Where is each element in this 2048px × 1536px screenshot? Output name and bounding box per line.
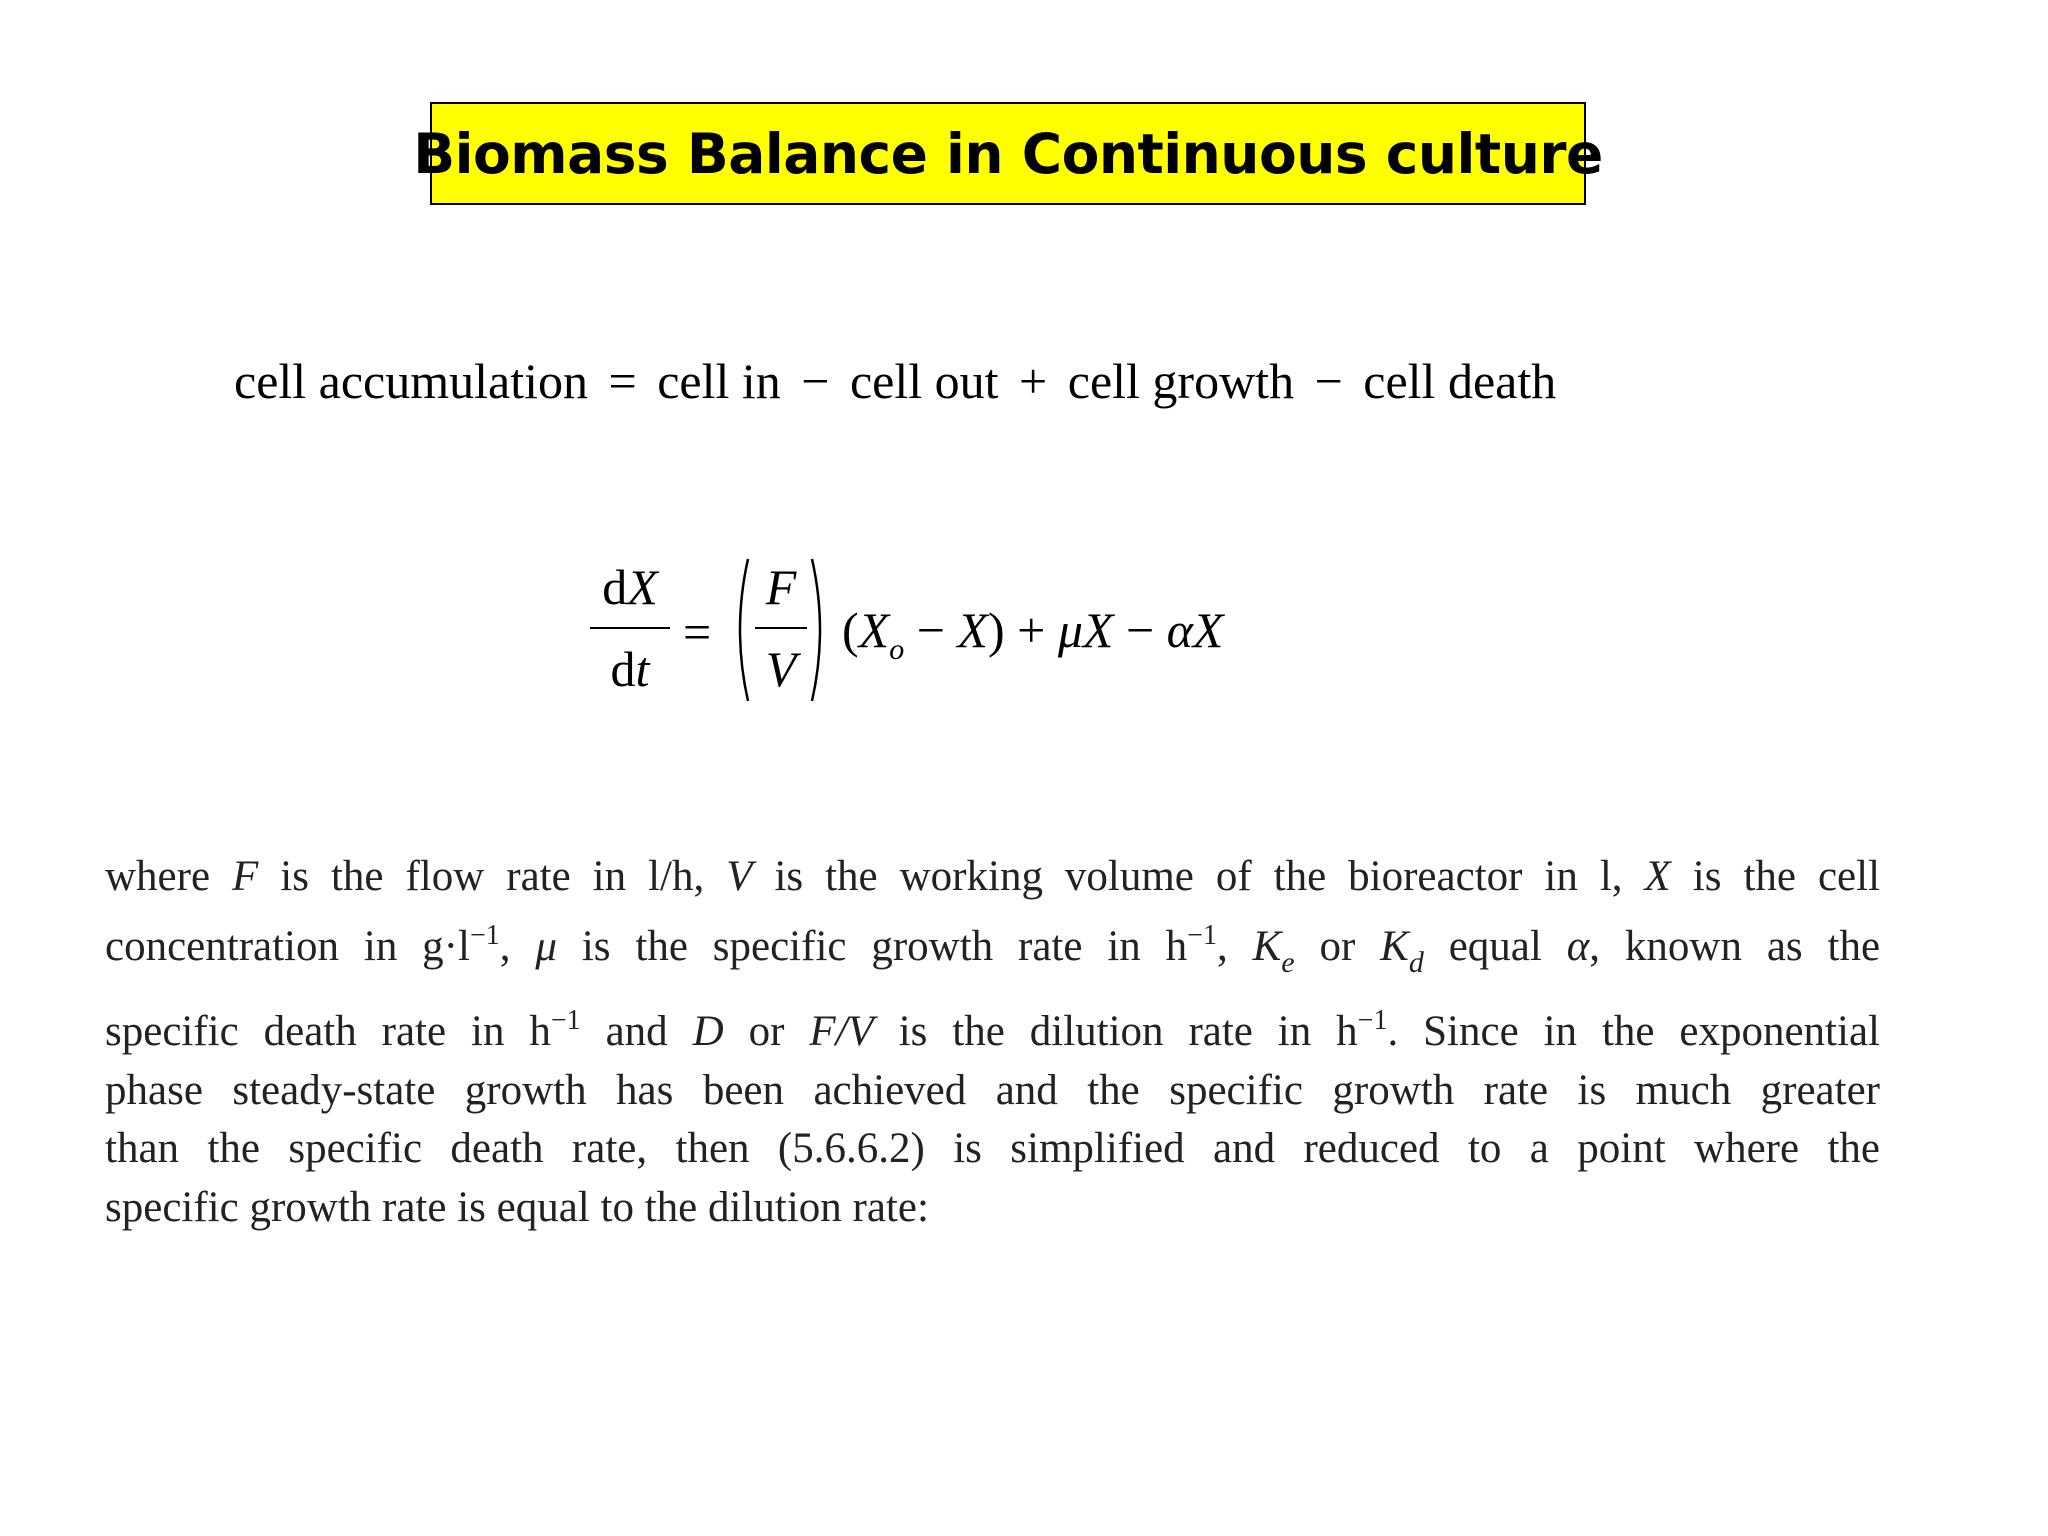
volume-symbol: V [765,641,797,697]
equals-sign: = [683,604,712,660]
explanation-paragraph [105,848,1880,1237]
biomass-balance-equation [590,555,1310,710]
fraction-denominator: dt [610,641,650,697]
fraction-numerator: dX [602,559,658,615]
word-equation [234,352,1556,410]
term-cell-death: cell death [1363,353,1557,409]
minus-sign: − [1314,353,1343,409]
fraction-bar [590,627,670,629]
term-cell-in: cell in [657,353,781,409]
fraction-bar [755,627,807,629]
equals-sign: = [608,353,637,409]
dilution-fraction [755,555,807,701]
left-bracket [728,555,752,705]
paragraph-line: where F is the flow rate in l/h, V is the working volume of the bioreactor in l, X is the cell [105,853,1881,900]
paragraph-line: specific growth rate is equal to the dilution rate: [105,1183,929,1231]
paragraph-line: concentration in $g\cdot l^{-1}$, μ is the specific growth rate in $h^{-1}$, $K_e$ or $K_d$ equal α, known as the [105,919,1881,979]
term-cell-accumulation: cell accumulation [234,353,589,409]
paragraph-line: than the specific death rate, then (5.6.6.2) is simplified and reduced to a point where the [105,1125,1880,1172]
right-bracket [808,555,832,705]
minus-sign: − [801,353,830,409]
paragraph-line: phase steady-state growth has been achieved and the specific growth rate is much greater [105,1066,1880,1114]
flow-rate-symbol: F [765,559,797,615]
term-cell-growth: cell growth [1067,353,1295,409]
plus-sign: + [1019,353,1048,409]
derivative-fraction [590,555,670,701]
title-box [413,102,1603,205]
slide-title: Biomass Balance in Continuous culture [413,121,1603,186]
equation-rhs: $(X_o - X) + \mu X - \alpha X$ [842,602,1224,666]
term-cell-out: cell out [849,353,999,409]
paragraph-line: specific death rate in $h^{-1}$ and D or F/V is the dilution rate in $h^{-1}$. Since in the exponential [105,1005,1880,1055]
